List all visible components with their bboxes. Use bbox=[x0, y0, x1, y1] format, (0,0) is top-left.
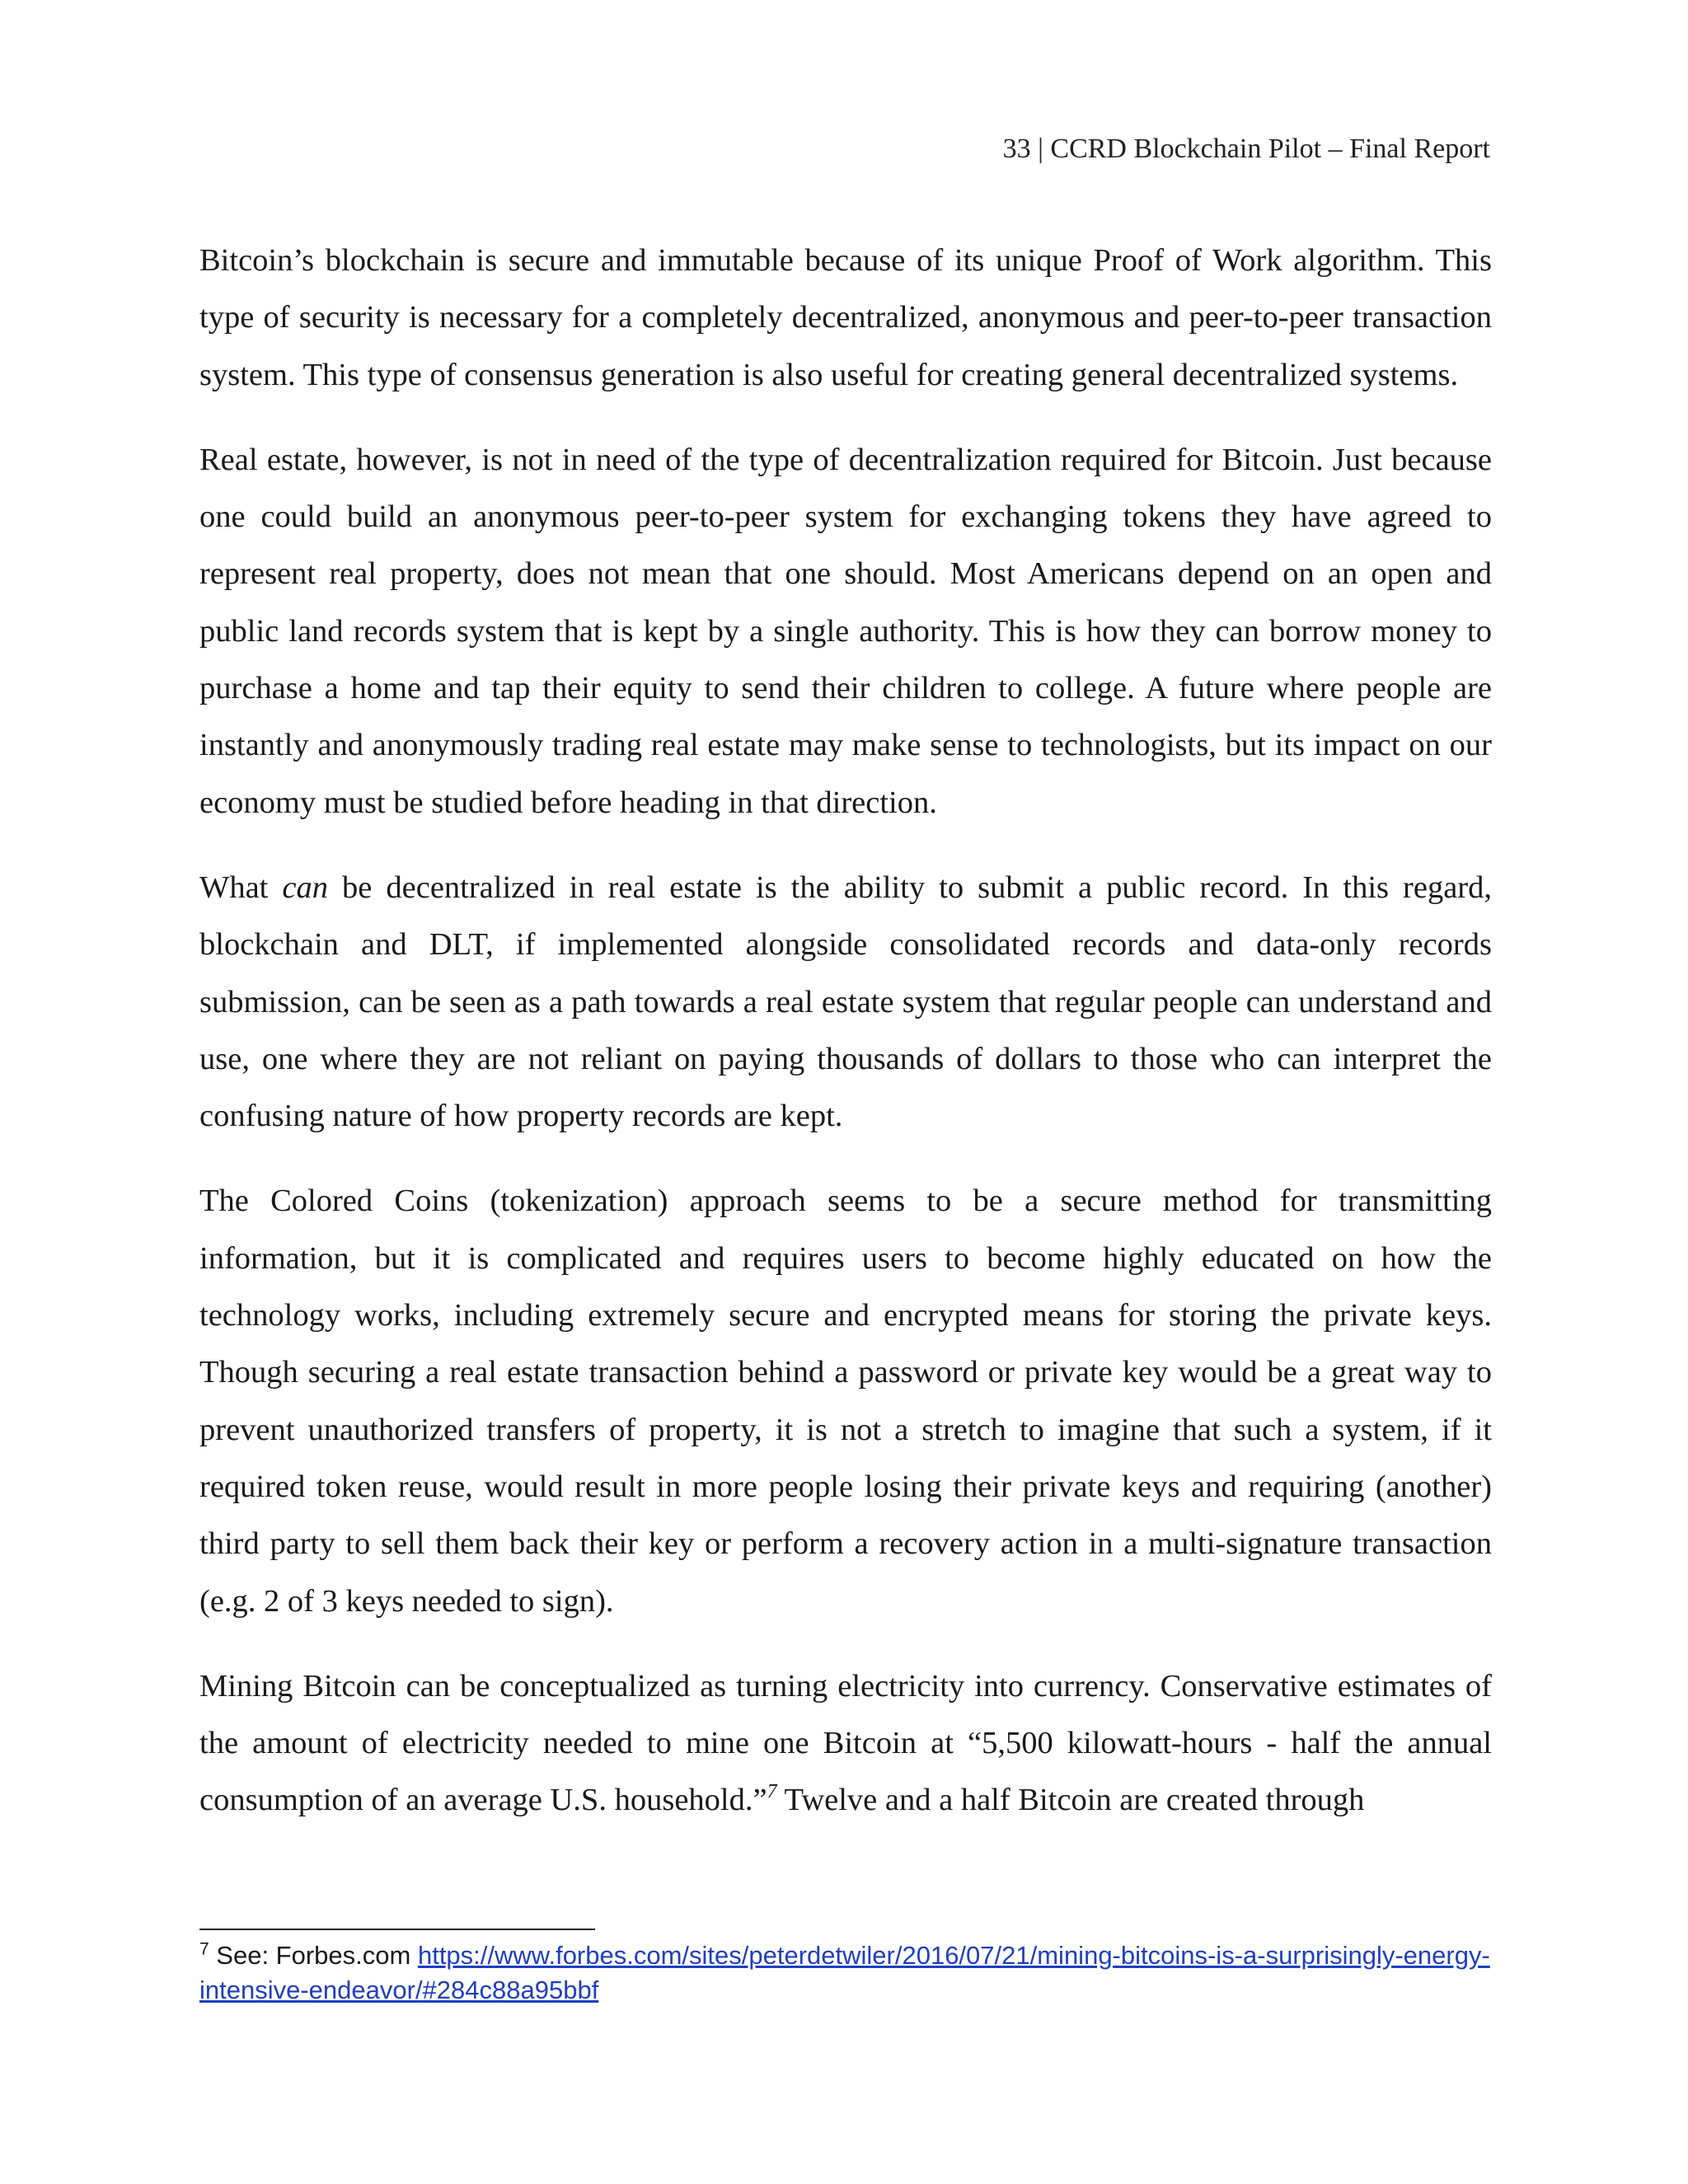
paragraph-text: Mining Bitcoin can be conceptualized as turning electricity into currency. Conservative estimates of the amount of electricity needed to mine one Bitcoin at “5,500 kilowatt-hours - half the annual consumption of an average U.S. household.” bbox=[199, 1668, 1492, 1818]
footnote bbox=[199, 1938, 1492, 2008]
paragraph-text: be decentralized in real estate is the ability to submit a public record. In this regard, blockchain and DLT, if implemented alongside consolidated records and data-only records submission, can be seen as a path towards a real estate system that regular people can understand and use, one where they are not reliant on paying thousands of dollars to those who can interpret the confusing nature of how property records are kept. bbox=[199, 869, 1492, 1134]
paragraph-mining-electricity bbox=[199, 1658, 1492, 1830]
paragraph-public-record-submission bbox=[199, 860, 1492, 1145]
footnote-link[interactable]: https://www.forbes.com/sites/peterdetwiler/2016/07/21/mining-bitcoins-is-a-surprisingly-energy-intensive-endeavor/#284c88a95bbf bbox=[199, 1941, 1490, 2004]
paragraph-real-estate-decentralization: Real estate, however, is not in need of the type of decentralization required for Bitcoin. Just because one could build an anonymous peer-to-peer system for exchanging tokens they have agreed to represent real property, does not mean that one should. Most Americans depend on an open and public land records system that is kept by a single authority. This is how they can borrow money to purchase a home and tap their equity to send their children to college. A future where people are instantly and anonymously trading real estate may make sense to technologists, but its impact on our economy must be studied before heading in that direction. bbox=[199, 442, 1492, 820]
footnote-prefix: See: Forbes.com bbox=[209, 1941, 418, 1970]
emphasis-can: can bbox=[282, 869, 328, 905]
footnote-divider bbox=[199, 1929, 595, 1930]
paragraph-colored-coins: The Colored Coins (tokenization) approach seems to be a secure method for transmitting information, but it is complicated and requires users to become highly educated on how the technology works, including extremely secure and encrypted means for storing the private keys. Though securing a real estate transaction behind a password or private key would be a great way to prevent unauthorized transfers of property, it is not a stretch to imagine that such a system, if it required token reuse, would result in more people losing their private keys and requiring (another) third party to sell them back their key or perform a recovery action in a multi-signature transaction (e.g. 2 of 3 keys needed to sign). bbox=[199, 1183, 1492, 1619]
running-header: 33 | CCRD Blockchain Pilot – Final Report bbox=[1002, 134, 1490, 164]
footnote-reference[interactable]: 7 bbox=[767, 1780, 777, 1802]
paragraph-text: What bbox=[199, 869, 283, 905]
paragraph-bitcoin-security: Bitcoin’s blockchain is secure and immutable because of its unique Proof of Work algorithm. This type of security is necessary for a completely decentralized, anonymous and peer-to-peer transaction system. This type of consensus generation is also useful for creating general decentralized systems. bbox=[199, 243, 1492, 392]
body-text bbox=[199, 232, 1492, 1830]
footnote-number: 7 bbox=[199, 1939, 209, 1959]
paragraph-text: Twelve and a half Bitcoin are created through bbox=[776, 1783, 1365, 1818]
